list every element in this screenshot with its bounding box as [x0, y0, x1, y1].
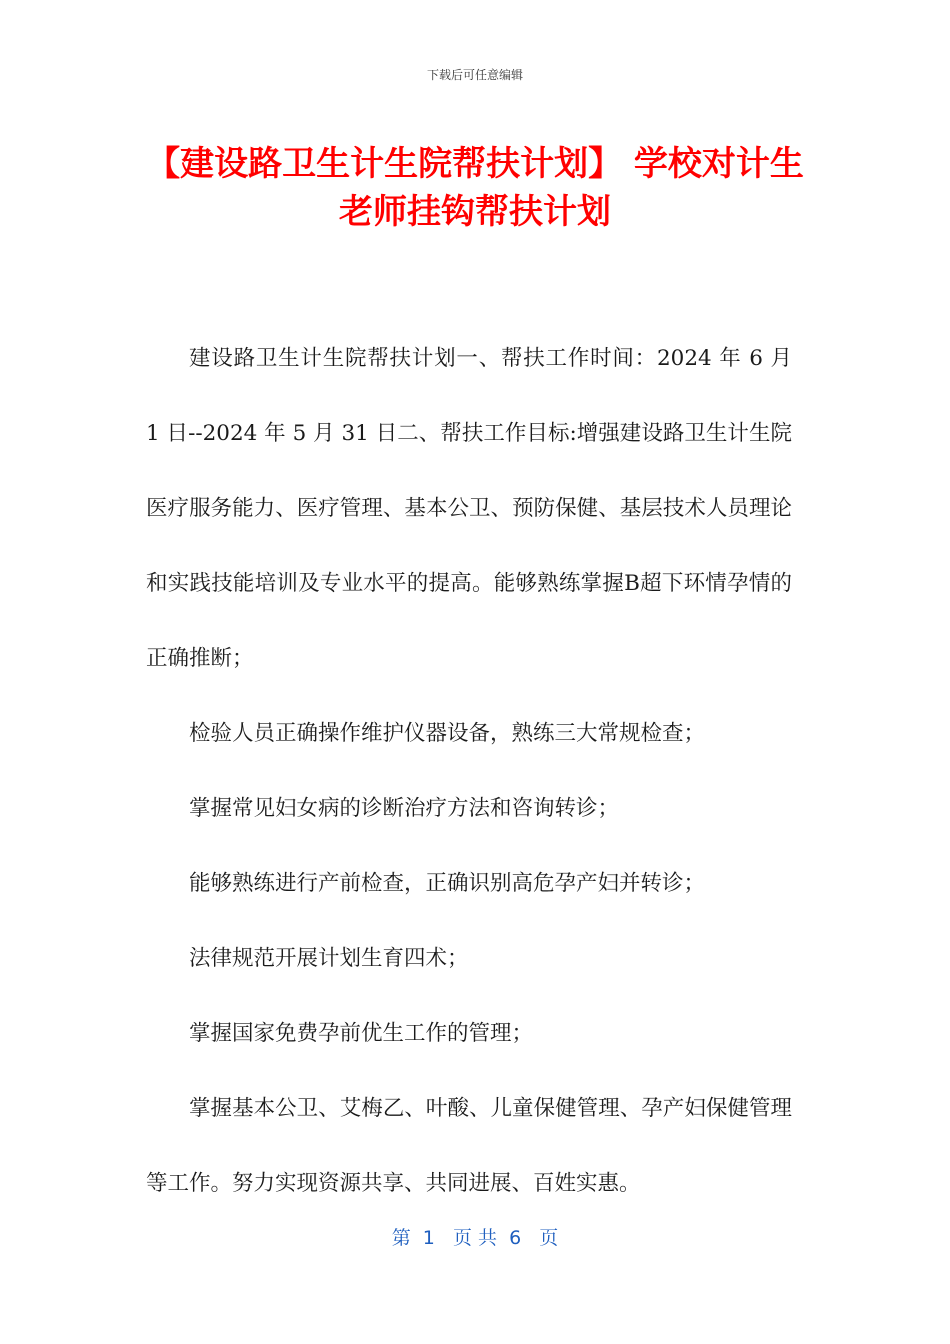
page-header-note: 下载后可任意编辑 — [426, 68, 523, 82]
body-paragraph: 掌握常见妇女病的诊断治疗方法和咨询转诊； — [189, 796, 620, 821]
document-body — [146, 321, 792, 1221]
body-paragraph: 法律规范开展计划生育四术； — [189, 946, 469, 971]
body-paragraph: 掌握国家免费孕前优生工作的管理； — [189, 1021, 534, 1046]
document-title-line-1: 【建设路卫生计生院帮扶计划】 学校对计生 — [146, 144, 804, 184]
document-title-line-2: 老师挂钩帮扶计划 — [339, 192, 611, 232]
body-paragraph: 建设路卫生计生院帮扶计划一、帮扶工作时间：2024 年 6 月 1 日--2024 年 5 月 31 日二、帮扶工作目标:增强建设路卫生计生院医疗服务能力、医疗管理、基本公卫、预防保健、基层技术人员理论和实践技能培训及专业水平的提高。能够熟练掌握B超下环情孕情的正确推断； — [146, 346, 792, 671]
body-paragraph: 掌握基本公卫、艾梅乙、叶酸、儿童保健管理、孕产妇保健管理等工作。努力实现资源共享、共同进展、百姓实惠。 — [146, 1096, 792, 1196]
body-paragraph: 能够熟练进行产前检查，正确识别高危孕产妇并转诊； — [189, 871, 706, 896]
page-number-footer: 第 1 页 共 6 页 — [391, 1227, 559, 1249]
document-title — [140, 140, 810, 236]
body-paragraph: 检验人员正确操作维护仪器设备，熟练三大常规检查； — [189, 721, 706, 746]
